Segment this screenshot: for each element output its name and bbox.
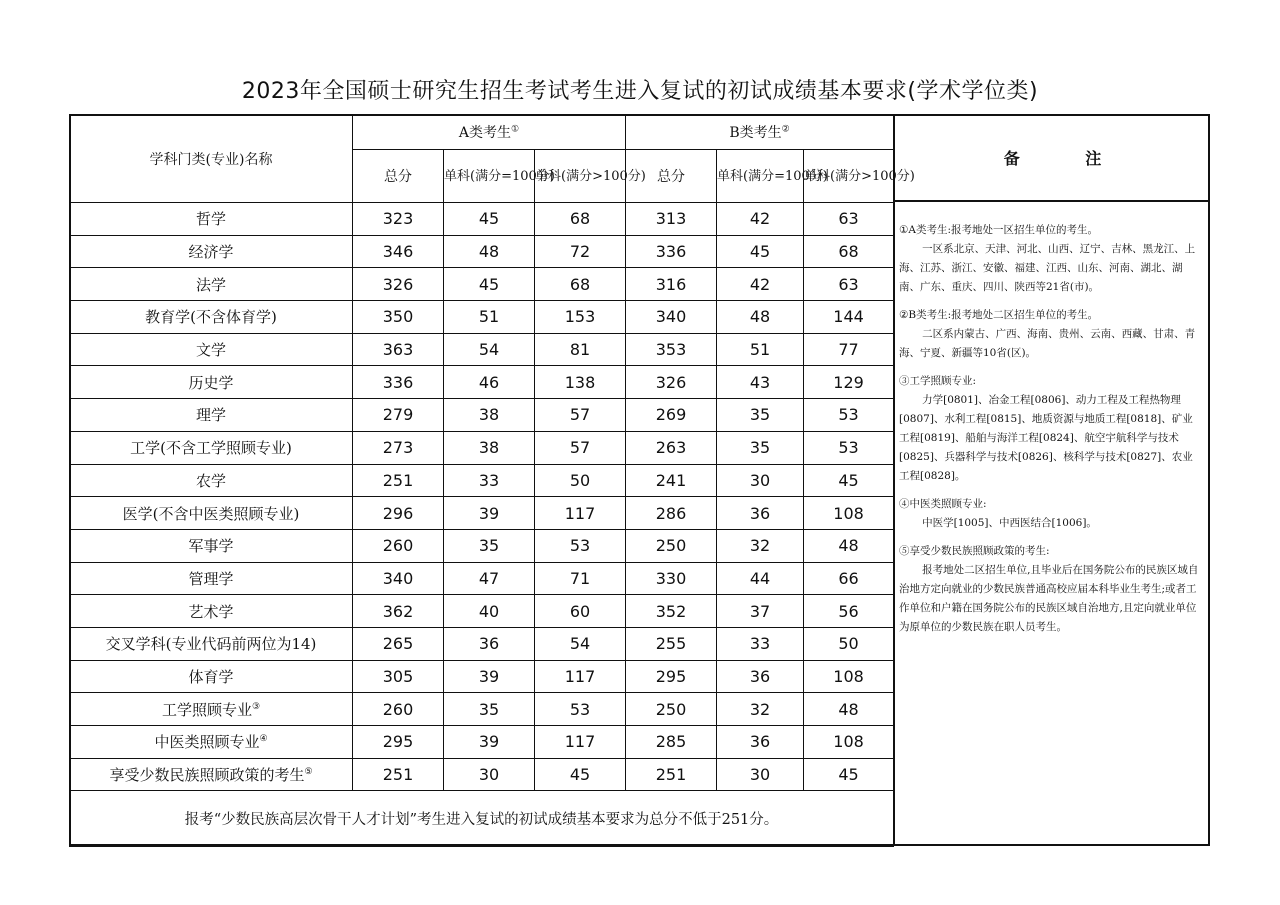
subject-name-cell: 工学(不含工学照顾专业)	[70, 431, 353, 464]
subject-name-cell: 享受少数民族照顾政策的考生⑤	[70, 758, 353, 791]
score-cell-a-total: 340	[353, 562, 444, 595]
remark-body: 中医学[1005]、中西医结合[1006]。	[922, 517, 1097, 529]
table-row	[70, 366, 894, 399]
score-cell-a-sgt: 53	[535, 529, 626, 562]
remark-item	[899, 306, 1200, 363]
remark-item	[899, 495, 1200, 533]
a-single-100-header: 单科(满分=100分)	[444, 150, 535, 203]
table-row	[70, 301, 894, 334]
score-cell-b-sgt: 48	[804, 693, 894, 726]
score-cell-a-s100: 39	[444, 726, 535, 759]
score-cell-a-sgt: 57	[535, 399, 626, 432]
score-cell-a-total: 279	[353, 399, 444, 432]
score-cell-a-s100: 54	[444, 333, 535, 366]
score-cell-b-total: 250	[626, 529, 717, 562]
score-cell-b-sgt: 77	[804, 333, 894, 366]
score-cell-b-total: 313	[626, 203, 717, 236]
score-cell-a-s100: 30	[444, 758, 535, 791]
score-cell-a-sgt: 117	[535, 726, 626, 759]
score-cell-b-total: 251	[626, 758, 717, 791]
score-cell-a-s100: 39	[444, 497, 535, 530]
table-row	[70, 726, 894, 759]
page-title: 2023年全国硕士研究生招生考试考生进入复试的初试成绩基本要求(学术学位类)	[241, 79, 1039, 104]
score-cell-b-total: 330	[626, 562, 717, 595]
score-cell-a-total: 265	[353, 627, 444, 660]
score-cell-b-s100: 32	[717, 693, 804, 726]
table-row	[70, 529, 894, 562]
subject-name-cell: 农学	[70, 464, 353, 497]
score-cell-a-s100: 35	[444, 529, 535, 562]
remark-heading: ②B类考生:报考地处二区招生单位的考生。	[899, 309, 1099, 321]
a-total-header: 总分	[353, 150, 444, 203]
score-cell-a-total: 326	[353, 268, 444, 301]
footer-row	[70, 791, 894, 847]
score-cell-b-sgt: 56	[804, 595, 894, 628]
score-cell-a-total: 296	[353, 497, 444, 530]
remark-heading: ④中医类照顾专业:	[899, 498, 987, 510]
table-row	[70, 333, 894, 366]
table-row	[70, 399, 894, 432]
score-cell-b-total: 316	[626, 268, 717, 301]
subject-name-cell: 教育学(不含体育学)	[70, 301, 353, 334]
score-cell-a-sgt: 153	[535, 301, 626, 334]
score-cell-b-s100: 45	[717, 235, 804, 268]
remark-body: 二区系内蒙古、广西、海南、贵州、云南、西藏、甘肃、青海、宁夏、新疆等10省(区)。	[899, 328, 1196, 359]
score-cell-b-total: 286	[626, 497, 717, 530]
score-cell-a-total: 295	[353, 726, 444, 759]
subject-name-cell: 体育学	[70, 660, 353, 693]
score-cell-a-s100: 45	[444, 203, 535, 236]
score-cell-a-s100: 39	[444, 660, 535, 693]
score-cell-b-sgt: 108	[804, 726, 894, 759]
score-cell-b-sgt: 66	[804, 562, 894, 595]
score-cell-a-sgt: 68	[535, 268, 626, 301]
score-cell-a-total: 350	[353, 301, 444, 334]
score-cell-b-total: 326	[626, 366, 717, 399]
score-cell-a-sgt: 72	[535, 235, 626, 268]
subject-name-cell: 历史学	[70, 366, 353, 399]
score-cell-a-s100: 38	[444, 431, 535, 464]
table-row	[70, 595, 894, 628]
score-cell-a-s100: 45	[444, 268, 535, 301]
score-cell-a-total: 362	[353, 595, 444, 628]
table-row	[70, 497, 894, 530]
score-cell-b-s100: 36	[717, 660, 804, 693]
score-cell-b-sgt: 108	[804, 660, 894, 693]
score-cell-b-s100: 51	[717, 333, 804, 366]
score-cell-b-s100: 35	[717, 431, 804, 464]
score-cell-b-sgt: 50	[804, 627, 894, 660]
score-cell-b-s100: 30	[717, 758, 804, 791]
score-cell-a-s100: 33	[444, 464, 535, 497]
score-cell-b-s100: 48	[717, 301, 804, 334]
score-cell-a-sgt: 117	[535, 497, 626, 530]
score-cell-b-s100: 36	[717, 497, 804, 530]
score-cell-a-sgt: 60	[535, 595, 626, 628]
subject-name-cell: 哲学	[70, 203, 353, 236]
score-cell-a-total: 336	[353, 366, 444, 399]
score-cell-a-sgt: 71	[535, 562, 626, 595]
score-cell-b-s100: 32	[717, 529, 804, 562]
score-cell-a-total: 305	[353, 660, 444, 693]
score-cell-a-s100: 46	[444, 366, 535, 399]
score-cell-b-total: 295	[626, 660, 717, 693]
subject-column-header: 学科门类(专业)名称	[70, 115, 353, 203]
score-cell-a-sgt: 57	[535, 431, 626, 464]
score-cell-a-sgt: 54	[535, 627, 626, 660]
subject-name-cell: 交叉学科(专业代码前两位为14)	[70, 627, 353, 660]
score-cell-b-total: 250	[626, 693, 717, 726]
score-cell-a-total: 260	[353, 529, 444, 562]
subject-name-cell: 艺术学	[70, 595, 353, 628]
remark-heading: ⑤享受少数民族照顾政策的考生:	[899, 545, 1050, 557]
remarks-header: 备 注	[893, 114, 1210, 202]
subject-name-cell: 工学照顾专业③	[70, 693, 353, 726]
score-cell-b-total: 336	[626, 235, 717, 268]
score-cell-a-s100: 38	[444, 399, 535, 432]
score-cell-a-total: 363	[353, 333, 444, 366]
subject-name-cell: 医学(不含中医类照顾专业)	[70, 497, 353, 530]
remark-body: 报考地处二区招生单位,且毕业后在国务院公布的民族区域自治地方定向就业的少数民族普通高校应届本科毕业生考生;或者工作单位和户籍在国务院公布的民族区域自治地方,且定向就业单位为原单位的少数民族在职人员考生。	[899, 564, 1199, 633]
score-cell-a-sgt: 68	[535, 203, 626, 236]
score-cell-b-sgt: 63	[804, 203, 894, 236]
subject-name-cell: 管理学	[70, 562, 353, 595]
score-cell-a-total: 273	[353, 431, 444, 464]
score-cell-b-s100: 43	[717, 366, 804, 399]
score-cell-a-sgt: 45	[535, 758, 626, 791]
b-single-100-header: 单科(满分=100分)	[717, 150, 804, 203]
remark-item	[899, 542, 1200, 637]
score-cell-a-total: 260	[353, 693, 444, 726]
score-cell-b-total: 285	[626, 726, 717, 759]
score-cell-b-sgt: 144	[804, 301, 894, 334]
score-cell-a-s100: 48	[444, 235, 535, 268]
score-cell-a-total: 323	[353, 203, 444, 236]
score-cell-a-total: 251	[353, 464, 444, 497]
score-cell-b-sgt: 129	[804, 366, 894, 399]
table-row	[70, 627, 894, 660]
score-cell-b-total: 353	[626, 333, 717, 366]
score-cell-b-sgt: 45	[804, 758, 894, 791]
score-cell-b-s100: 35	[717, 399, 804, 432]
score-cell-b-total: 269	[626, 399, 717, 432]
remark-heading: ③工学照顾专业:	[899, 375, 977, 387]
group-b-header: B类考生②	[626, 115, 894, 150]
score-cell-a-s100: 36	[444, 627, 535, 660]
score-cell-a-s100: 47	[444, 562, 535, 595]
score-cell-a-s100: 51	[444, 301, 535, 334]
score-cell-a-sgt: 117	[535, 660, 626, 693]
score-cell-b-sgt: 68	[804, 235, 894, 268]
score-cell-a-s100: 40	[444, 595, 535, 628]
score-cell-a-total: 251	[353, 758, 444, 791]
score-cell-a-sgt: 53	[535, 693, 626, 726]
score-cell-b-total: 352	[626, 595, 717, 628]
table-row	[70, 758, 894, 791]
remark-item	[899, 221, 1200, 297]
remarks-panel	[893, 202, 1210, 846]
score-cell-b-sgt: 48	[804, 529, 894, 562]
subject-name-cell: 文学	[70, 333, 353, 366]
table-row	[70, 464, 894, 497]
table-row	[70, 203, 894, 236]
score-cell-b-total: 340	[626, 301, 717, 334]
score-cell-b-sgt: 108	[804, 497, 894, 530]
subject-name-cell: 中医类照顾专业④	[70, 726, 353, 759]
remark-item	[899, 372, 1200, 486]
score-cell-a-s100: 35	[444, 693, 535, 726]
group-a-header: A类考生①	[353, 115, 626, 150]
score-cell-b-s100: 42	[717, 268, 804, 301]
score-cell-b-s100: 33	[717, 627, 804, 660]
table-row	[70, 268, 894, 301]
score-cell-b-s100: 30	[717, 464, 804, 497]
remark-heading: ①A类考生:报考地处一区招生单位的考生。	[899, 224, 1099, 236]
score-cell-b-sgt: 45	[804, 464, 894, 497]
score-table	[69, 114, 915, 847]
score-cell-b-s100: 42	[717, 203, 804, 236]
score-cell-a-total: 346	[353, 235, 444, 268]
remark-body: 一区系北京、天津、河北、山西、辽宁、吉林、黑龙江、上海、江苏、浙江、安徽、福建、江西、山东、河南、湖北、湖南、广东、重庆、四川、陕西等21省(市)。	[899, 243, 1196, 293]
score-cell-a-sgt: 50	[535, 464, 626, 497]
subject-name-cell: 法学	[70, 268, 353, 301]
footer-note: 报考“少数民族高层次骨干人才计划”考生进入复试的初试成绩基本要求为总分不低于251分。	[70, 791, 894, 847]
score-cell-b-sgt: 53	[804, 399, 894, 432]
b-total-header: 总分	[626, 150, 717, 203]
score-cell-b-s100: 44	[717, 562, 804, 595]
a-single-gt100-header: 单科(满分>100分)	[535, 150, 626, 203]
score-cell-b-sgt: 63	[804, 268, 894, 301]
table-row	[70, 235, 894, 268]
table-row	[70, 693, 894, 726]
table-row	[70, 431, 894, 464]
score-cell-b-sgt: 53	[804, 431, 894, 464]
score-cell-a-sgt: 138	[535, 366, 626, 399]
remark-body: 力学[0801]、冶金工程[0806]、动力工程及工程热物理[0807]、水利工程[0815]、地质资源与地质工程[0818]、矿业工程[0819]、船舶与海洋工程[0824]、航空宇航科学与技术[0825]、兵器科学与技术[0826]、核科学与技术[0827]、农业工程[0828]。	[899, 394, 1193, 482]
score-cell-b-total: 263	[626, 431, 717, 464]
score-cell-b-total: 241	[626, 464, 717, 497]
score-cell-a-sgt: 81	[535, 333, 626, 366]
score-cell-b-s100: 37	[717, 595, 804, 628]
score-cell-b-total: 255	[626, 627, 717, 660]
subject-name-cell: 经济学	[70, 235, 353, 268]
table-row	[70, 660, 894, 693]
score-cell-b-s100: 36	[717, 726, 804, 759]
subject-name-cell: 理学	[70, 399, 353, 432]
b-single-gt100-header: 单科(满分>100分)	[804, 150, 894, 203]
subject-name-cell: 军事学	[70, 529, 353, 562]
table-row	[70, 562, 894, 595]
